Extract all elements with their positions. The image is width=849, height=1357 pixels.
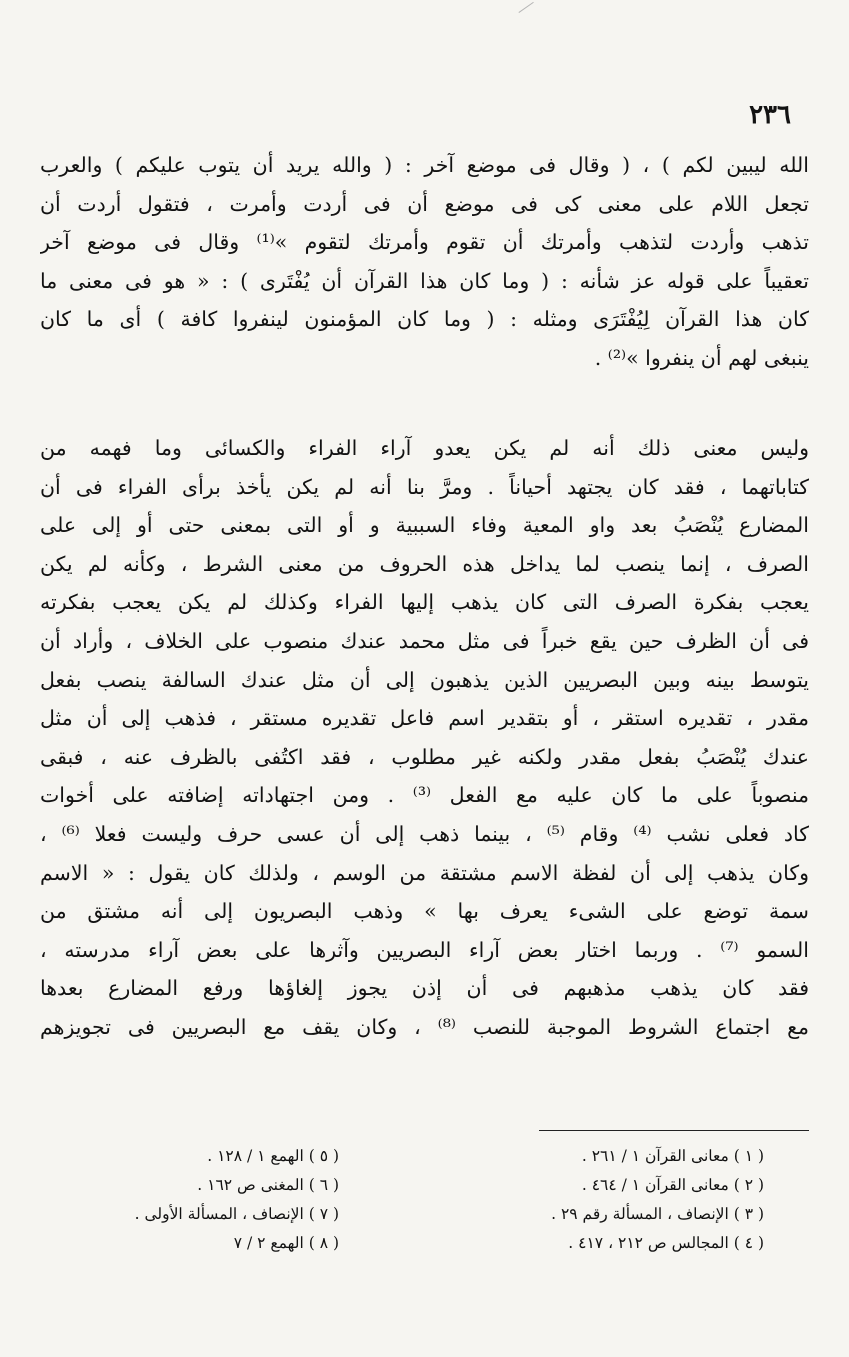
text-line: الله ليبين لكم ) ، ( وقال فى موضع آخر : ( والله يريد أن يتوب عليكم ) والعرب [40,153,809,177]
footnote-divider [539,1130,809,1131]
text-line: وليس معنى ذلك أنه لم يكن يعدو آراء الفراء والكسائى وما فهمه من [40,436,809,460]
text-line: يتوسط بينه وبين البصريين الذين يذهبون إلى أن مثل عندك السالفة ينصب بفعل [40,667,809,692]
text-line: مع اجتماع الشروط الموجبة للنصب ⁽⁸⁾ ، وكان يقف مع البصريين فى تجويزهم [40,1014,809,1039]
footnote-5: ( ٥ ) الهمع ١ / ١٢٨ . [207,1147,339,1165]
footnote-7: ( ٧ ) الإنصاف ، المسألة الأولى . [134,1205,339,1223]
text-line: فى أن الظرف حين يقع خبراً فى مثل محمد عندك منصوب على الخلاف ، وأراد أن [40,628,809,653]
text-line: ينبغى لهم أن ينفروا »⁽²⁾ . [594,345,809,370]
footnote-8: ( ٨ ) الهمع ٢ / ٧ [233,1234,339,1252]
text-line: كاد فعلى نشب ⁽⁴⁾ وقام ⁽⁵⁾ ، بينما ذهب إلى أن عسى حرف وليست فعلا ⁽⁶⁾ ، [40,821,809,846]
footnote-3: ( ٣ ) الإنصاف ، المسألة رقم ٢٩ . [551,1205,764,1223]
text-line: وكان يذهب إلى أن لفظة الاسم مشتقة من الوسم ، ولذلك كان يقول : « الاسم [40,860,809,885]
footnotes-left-column [79,1142,339,1258]
text-line: تجعل اللام على معنى كى فى موضع أن فى أردت وأمرت ، فتقول أردت أن [40,191,809,216]
text-line: سمة توضع على الشىء يعرف بها » وذهب البصريون إلى أنه مشتق من [40,899,809,924]
text-line: كان هذا القرآن لِيُفْتَرَى ومثله : ( وما كان المؤمنون لينفروا كافة ) أى ما كان [40,307,809,332]
text-line: تعقيباً على قوله عز شأنه : ( وما كان هذا القرآن أن يُفْتَرى ) : « هو فى معنى ما [40,268,809,293]
footnote-1: ( ١ ) معانى القرآن ١ / ٢٦١ . [581,1147,764,1165]
footnotes-right-column [474,1142,764,1258]
text-line: عندك يُنْصَبُ بفعل مقدر ولكنه غير مطلوب ، فقد اكتُفى بالظرف عنه ، فبقى [40,744,809,769]
text-line: المضارع يُنْصَبُ بعد واو المعية وفاء السببية و أو التى بمعنى حتى أو إلى على [40,513,809,538]
text-line: يعجب بفكرة الصرف التى كان يذهب إليها الفراء وكذلك لم يكن يعجب بفكرته [40,590,809,615]
text-line: مقدر ، تقديره استقر ، أو بتقدير اسم فاعل تقديره مستقر ، فذهب إلى أن مثل [40,706,809,731]
scan-mark [518,2,539,21]
text-line: كتاباتهما ، فقد كان يجتهد أحياناً . ومرَّ بنا أنه لم يكن يأخذ برأى الفراء فى أن [40,474,809,499]
text-line: السمو ⁽⁷⁾ . وربما اختار بعض آراء البصريين وآثرها على بعض آراء مدرسته ، [40,937,809,962]
page-number: ٢٣٦ [749,100,791,130]
paragraph-2 [40,429,809,1047]
text-line: تذهب وأردت لتذهب وأمرتك أن تقوم وأمرتك لتقوم »⁽¹⁾ وقال فى موضع آخر [40,230,809,255]
footnote-2: ( ٢ ) معانى القرآن ١ / ٤٦٤ . [581,1176,764,1194]
text-line: الصرف ، إنما ينصب لما يداخل هذه الحروف من معنى الشرط ، وكأنه لم يكن [40,551,809,576]
text-line: منصوباً على ما كان عليه مع الفعل ⁽³⁾ . ومن اجتهاداته إضافته على أخوات [40,783,809,808]
paragraph-1 [40,146,809,378]
text-line: فقد كان يذهب مذهبهم فى أن إذن يجوز إلغاؤها ورفع المضارع بعدها [40,976,809,1001]
footnote-6: ( ٦ ) المغنى ص ١٦٢ . [197,1176,339,1194]
footnote-4: ( ٤ ) المجالس ص ٢١٢ ، ٤١٧ . [568,1234,764,1252]
